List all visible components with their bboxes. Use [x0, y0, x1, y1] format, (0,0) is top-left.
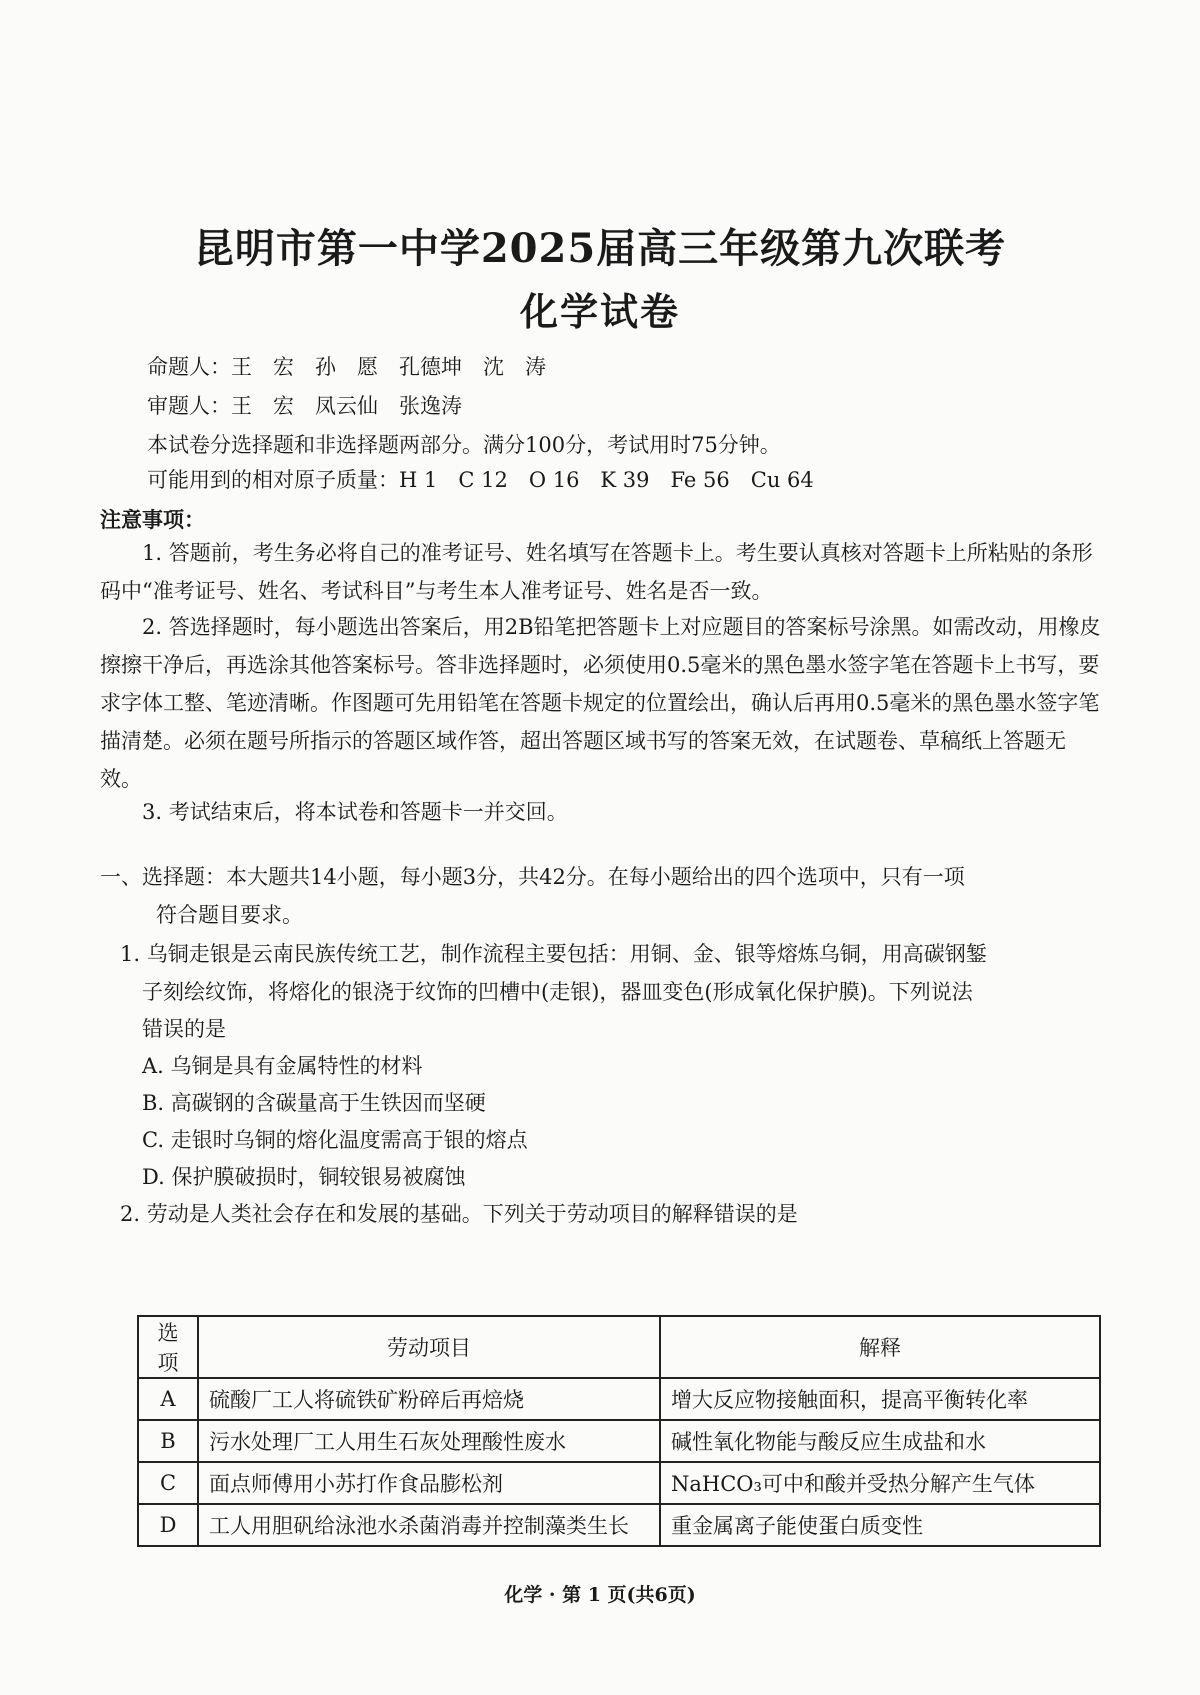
row-option: D	[138, 1504, 198, 1546]
q1-option-d: D. 保护膜破损时，铜较银易被腐蚀	[142, 1165, 466, 1189]
row-explanation: 增大反应物接触面积，提高平衡转化率	[660, 1378, 1100, 1420]
row-task: 污水处理厂工人用生石灰处理酸性废水	[198, 1420, 660, 1462]
q1-stem-line1: 1. 乌铜走银是云南民族传统工艺，制作流程主要包括：用铜、金、银等熔炼乌铜，用高碳钢錾	[120, 942, 987, 966]
page-subtitle: 化学试卷	[519, 289, 680, 334]
table-row	[138, 1378, 1100, 1420]
row-option: A	[138, 1378, 198, 1420]
row-task: 硫酸厂工人将硫铁矿粉碎后再焙烧	[198, 1378, 660, 1420]
notes-heading: 注意事项：	[100, 507, 205, 532]
column-header-task: 劳动项目	[198, 1316, 660, 1378]
section1-header: 一、选择题：本大题共14小题，每小题3分，共42分。在每小题给出的四个选项中，只有一项	[100, 865, 965, 889]
row-task: 工人用胆矾给泳池水杀菌消毒并控制藻类生长	[198, 1504, 660, 1546]
table-row	[138, 1420, 1100, 1462]
note-item-1: 1. 答题前，考生务必将自己的准考证号、姓名填写在答题卡上。考生要认真核对答题卡上所粘贴的条形码中“准考证号、姓名、考试科目”与考生本人准考证号、姓名是否一致。	[100, 541, 1093, 603]
note-item-3: 3. 考试结束后，将本试卷和答题卡一并交回。	[142, 800, 568, 824]
row-task: 面点师傅用小苏打作食品膨松剂	[198, 1462, 660, 1504]
page-footer: 化学 · 第 1 页(共6页)	[504, 1584, 696, 1606]
q1-option-c: C. 走银时乌铜的熔化温度需高于银的熔点	[142, 1128, 528, 1152]
row-explanation: NaHCO₃可中和酸并受热分解产生气体	[660, 1462, 1100, 1504]
table-row	[138, 1504, 1100, 1546]
note-item-2: 2. 答选择题时，每小题选出答案后，用2B铅笔把答题卡上对应题目的答案标号涂黑。如需改动，用橡皮擦擦干净后，再选涂其他答案标号。答非选择题时，必须使用0.5毫米的黑色墨水签字笔在答题卡上书写，要求字体工整、笔迹清晰。作图题可先用铅笔在答题卡规定的位置绘出，确认后再用0.5毫米的黑色墨水签字笔描清楚。必须在题号所指示的答题区域作答，超出答题区域书写的答案无效，在试题卷、草稿纸上答题无效。	[100, 615, 1101, 791]
q1-option-b: B. 高碳钢的含碳量高于生铁因而坚硬	[142, 1091, 486, 1115]
q2-stem: 2. 劳动是人类社会存在和发展的基础。下列关于劳动项目的解释错误的是	[120, 1202, 798, 1226]
q1-stem-line3: 错误的是	[142, 1017, 226, 1041]
atomic-mass-line: 可能用到的相对原子质量：H 1 C 12 O 16 K 39 Fe 56 Cu 64	[147, 468, 814, 492]
column-header-option: 选项	[138, 1316, 198, 1378]
page-title: 昆明市第一中学2025届高三年级第九次联考	[193, 225, 1007, 272]
row-option: C	[138, 1462, 198, 1504]
row-explanation: 碱性氧化物能与酸反应生成盐和水	[660, 1420, 1100, 1462]
reviewers-line: 审题人：王 宏 凤云仙 张逸涛	[147, 394, 462, 418]
setters-line: 命题人：王 宏 孙 愿 孔德坤 沈 涛	[147, 355, 546, 379]
structure-line: 本试卷分选择题和非选择题两部分。满分100分，考试用时75分钟。	[147, 433, 781, 457]
section1-header-cont: 符合题目要求。	[156, 903, 303, 927]
column-header-explanation: 解释	[660, 1316, 1100, 1378]
q1-option-a: A. 乌铜是具有金属特性的材料	[142, 1054, 423, 1078]
q1-stem-line2: 子刻绘纹饰，将熔化的银浇于纹饰的凹槽中(走银)，器皿变色(形成氧化保护膜)。下列说法	[142, 980, 973, 1004]
row-option: B	[138, 1420, 198, 1462]
row-explanation: 重金属离子能使蛋白质变性	[660, 1504, 1100, 1546]
table-row	[138, 1462, 1100, 1504]
table-header-row	[138, 1316, 1100, 1378]
q2-table	[137, 1315, 1101, 1547]
